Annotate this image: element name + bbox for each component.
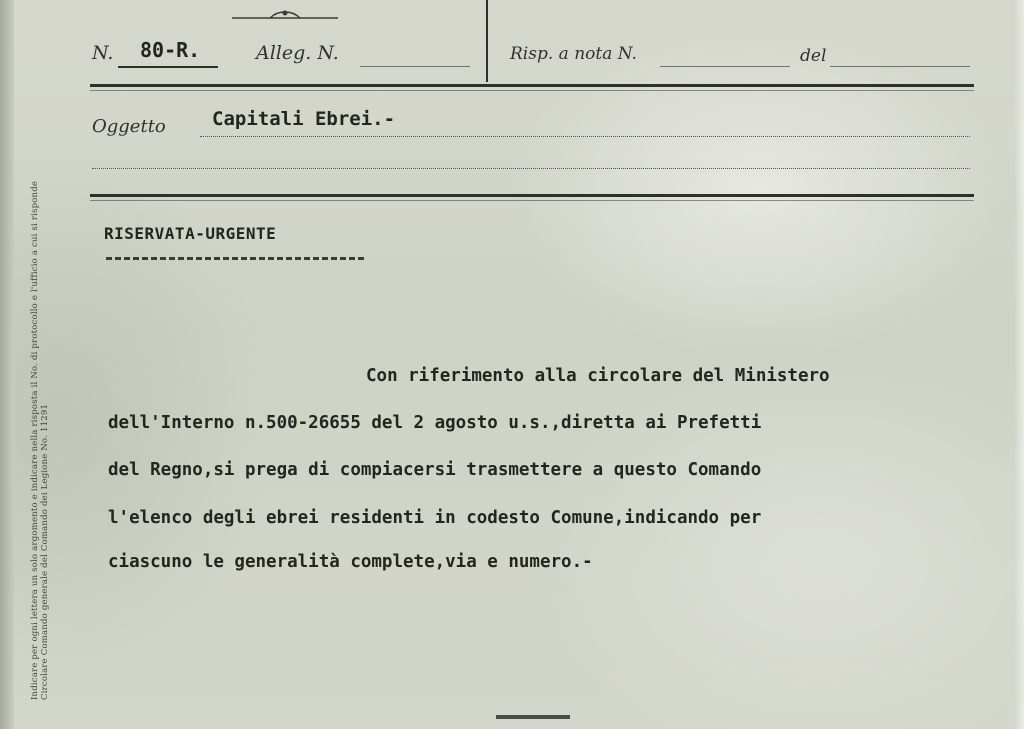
oggetto-dotted-line-2 xyxy=(92,168,970,169)
oggetto-label: Oggetto xyxy=(92,116,166,137)
classification-underline xyxy=(106,257,364,260)
body-line-5: ciascuno le generalità complete,via e numero.- xyxy=(108,552,593,572)
header-divider xyxy=(486,0,488,82)
margin-note-line: Indicare per ogni lettera un solo argomento e indicare nella risposta il No. di protocollo e l'ufficio a cui si risponde xyxy=(30,180,40,700)
body-line-1: Con riferimento alla circolare del Ministero xyxy=(366,366,830,386)
risposta-label: Risp. a nota N. xyxy=(510,44,637,64)
protocol-number-label: N. xyxy=(92,42,114,64)
subject-rule xyxy=(90,194,974,197)
allegati-underline xyxy=(360,66,470,67)
del-label: del xyxy=(800,46,827,66)
protocol-number-value: 80-R. xyxy=(140,38,201,62)
risposta-underline xyxy=(660,66,790,67)
header-flourish xyxy=(230,6,340,22)
margin-note xyxy=(30,10,50,700)
header-rule-thin xyxy=(90,90,974,91)
oggetto-value: Capitali Ebrei.- xyxy=(212,108,396,130)
header-rule xyxy=(90,84,974,87)
oggetto-dotted-line xyxy=(200,136,970,137)
bottom-fold-mark xyxy=(496,715,570,719)
body-line-2: dell'Interno n.500-26655 del 2 agosto u.s.,diretta ai Prefetti xyxy=(108,413,762,433)
del-underline xyxy=(830,66,970,67)
paper-left-edge xyxy=(0,0,14,729)
body-line-4: l'elenco degli ebrei residenti in codesto Comune,indicando per xyxy=(108,508,762,528)
margin-note-line: Circolare Comando generale del Comando dei Legione No. 11291 xyxy=(40,403,50,700)
allegati-label: Alleg. N. xyxy=(256,42,339,64)
classification-heading: RISERVATA-URGENTE xyxy=(104,224,277,243)
subject-rule-thin xyxy=(90,200,974,201)
protocol-number-underline xyxy=(118,66,218,68)
body-line-3: del Regno,si prega di compiacersi trasmettere a questo Comando xyxy=(108,460,762,480)
